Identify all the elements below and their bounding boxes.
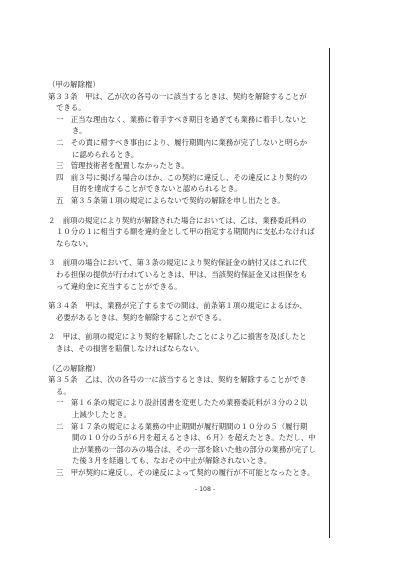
page-number: - 108 -: [194, 486, 216, 493]
article-34-para-2-line-2: きは、その損害を賠償しなければならない。: [56, 344, 204, 353]
para-3-line-3: って違約金に充当することができる。: [56, 281, 182, 291]
article-34-line-1: 第３４条 甲は、業務が完了するまでの間は、前条第１項の規定によるほか、: [48, 301, 307, 311]
article-33-item-4-cont: 目的を達成することができないと認められるとき。: [72, 184, 242, 194]
article-35-line-2: る。: [56, 386, 71, 396]
margin-rule: [329, 48, 330, 538]
article-33-line-1: 第３３条 甲は、乙が次の各号の一に該当するときは、契約を解除することが: [48, 91, 307, 101]
para-3-line-2: わる担保の提供が行われているときは、甲は、当該契約保証金又は担保をも: [56, 270, 308, 279]
article-33-line-2: できる。: [56, 103, 86, 113]
article-35-item-3: 三 甲が契約に違反し、その違反によって契約の履行が不可能となったとき。: [56, 468, 315, 477]
article-34-para-2-line-1: ２ 甲は、前項の規定により契約を解除したことにより乙に損害を及ぼしたと: [48, 332, 307, 342]
article-33-item-2: 二 その責に帰すべき事由により、履行期間内に業務が完了しないと明らか: [56, 138, 308, 147]
article-33-item-1: 一 正当な理由なく、業務に着手すべき期日を過ぎても業務に着手しないと: [56, 114, 307, 124]
para-3-line-1: ３ 前項の場合において、第３条の規定により契約保証金の納付又はこれに代: [48, 258, 307, 268]
article-33-item-4: 四 前３号に掲げる場合のほか、この契約に違反し、その違反により契約の: [56, 172, 308, 182]
article-35-item-2-cont-3: た後３月を経過しても、なおその中止が解除されないとき。: [72, 456, 272, 466]
article-35-line-1: 第３５条 乙は、次の各号の一に該当するときは、契約を解除することができ: [48, 375, 307, 385]
article-33-item-1-cont: き。: [72, 126, 87, 136]
article-35-item-1: 一 第１６条の規定により設計図書を変更したため業務委託料が３分の２以: [56, 398, 308, 408]
article-35-item-2: 二 第１７条の規定による業務の中止期間が履行期間の１０分の５（履行期: [56, 421, 308, 431]
para-2-line-3: ならない。: [56, 238, 93, 248]
section-header-otsu: （乙の解除権）: [48, 363, 100, 373]
article-35-item-1-cont: 上減少したとき。: [72, 410, 131, 419]
section-header-ko: （甲の解除権）: [48, 80, 100, 89]
para-2-line-2: １０分の１に相当する額を違約金として甲の指定する期間内に支払わなければ: [56, 227, 315, 237]
article-35-item-2-cont-1: 間の１０分の５が６月を超えるときは、６月）を超えたとき。ただし、中: [72, 433, 316, 443]
article-34-line-2: 必要があるときは、契約を解除することができる。: [56, 312, 226, 322]
article-33-item-2-cont: に認められるとき。: [72, 149, 139, 159]
para-2-line-1: ２ 前項の規定により契約が解除された場合においては、乙は、業務委託料の: [48, 215, 307, 225]
article-33-item-3: 三 管理技術者を配置しなかったとき。: [56, 161, 189, 171]
article-33-item-5: 五 第３５条第１項の規定によらないで契約の解除を申し出たとき。: [56, 196, 285, 205]
article-35-item-2-cont-2: 止が業務の一部のみの場合は、その一部を除いた他の部分の業務が完了し: [72, 444, 316, 454]
